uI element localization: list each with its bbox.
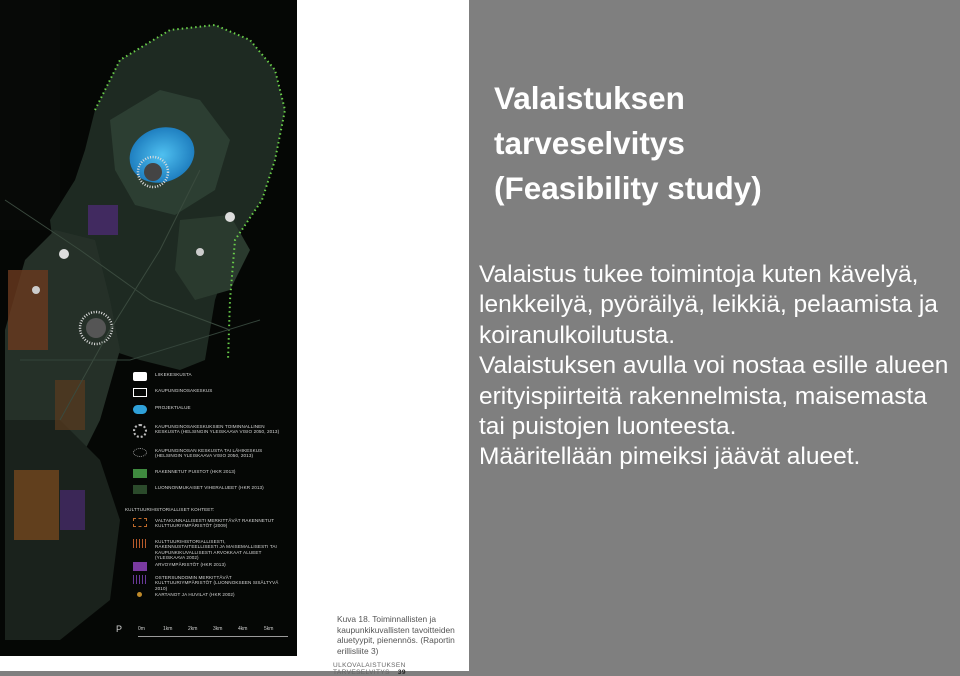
centre-dot bbox=[59, 249, 69, 259]
legend-item bbox=[133, 562, 226, 571]
legend-label: KAUPUNGINOSAKESKUKSIEN TOIMINNALLINEN KESKUSTA (HELSINGIN YLEISKAAVA VISIO 2050, 2013) bbox=[155, 424, 280, 435]
centre-symbol bbox=[144, 163, 162, 181]
legend-swatch bbox=[133, 562, 147, 571]
map-scale bbox=[112, 622, 297, 648]
legend-swatch bbox=[133, 372, 147, 381]
legend-label: LIIKEKESKUSTA bbox=[155, 372, 192, 377]
centre-dot bbox=[225, 212, 235, 222]
slide-title-line: tarveselvitys bbox=[494, 125, 685, 161]
legend-label: KULTTUURIHISTORIALLISESTI, RAKENNUSTAITEELLISESTI JA MAISEMALLISESTI TAI KAUPUNKIKUVALLISESTI ARVOKKAAT ALUEET (YLEISKAAVA 2002) bbox=[155, 539, 277, 561]
slide-paragraph: Valaistuksen avulla voi nostaa esille alueen erityispiirteitä rakennelmista, maisemasta tai puistojen luonteesta. bbox=[479, 352, 949, 441]
scale-tick: 5km bbox=[264, 626, 274, 632]
legend-label: KAUPUNGINOSAKESKUS bbox=[155, 388, 213, 393]
slide-paragraph: Valaistus tukee toimintoja kuten kävelyä, lenkkeilyä, pyöräilyä, leikkiä, pelaamista ja koiranulkoilutusta. bbox=[479, 261, 938, 349]
centre-dot bbox=[32, 286, 40, 294]
legend-swatch bbox=[133, 469, 147, 478]
legend-label: VALTAKUNNALLISESTI MERKITTÄVÄT RAKENNETUT KULTTUURIYMPÄRISTÖT (2009) bbox=[155, 518, 275, 529]
slide-title bbox=[494, 76, 954, 211]
legend-swatch bbox=[133, 448, 147, 457]
figure-caption: Kuva 18. Toiminnallisten ja kaupunkikuvallisten tavoitteiden aluetyypit, pienennös. (Raportin erillisliite 3) bbox=[337, 614, 455, 656]
legend-swatch bbox=[133, 575, 147, 584]
legend-label: ARVOYMPÄRISTÖT (HKR 2013) bbox=[155, 562, 226, 567]
footer-title: ULKOVALAISTUKSEN TARVESELVITYS bbox=[333, 662, 406, 676]
legend-item bbox=[133, 469, 236, 478]
legend-item bbox=[133, 592, 235, 597]
slide-title-line: Valaistuksen bbox=[494, 80, 685, 116]
page-footer bbox=[333, 662, 469, 676]
heritage-area bbox=[60, 490, 85, 530]
map-image bbox=[0, 0, 297, 656]
legend-item bbox=[133, 372, 192, 381]
heritage-area bbox=[8, 270, 48, 350]
legend-swatch bbox=[133, 405, 147, 414]
legend-item bbox=[133, 448, 285, 459]
scale-bar bbox=[138, 636, 288, 637]
legend-swatch bbox=[133, 518, 147, 527]
legend-item bbox=[133, 485, 264, 494]
legend-heading bbox=[125, 507, 214, 512]
heritage-area bbox=[88, 205, 118, 235]
legend-item bbox=[133, 539, 285, 561]
slide-body bbox=[479, 260, 957, 473]
legend-swatch bbox=[133, 539, 147, 548]
legend-label: PROJEKTIALUE bbox=[155, 405, 191, 410]
scale-tick: 1km bbox=[163, 626, 173, 632]
legend-item bbox=[133, 575, 285, 591]
scale-tick: 4km bbox=[238, 626, 248, 632]
centre-dot bbox=[196, 248, 204, 256]
legend-item bbox=[133, 405, 191, 414]
legend-label: KULTTUURIHISTORIALLISET KOHTEET: bbox=[125, 507, 215, 512]
legend-swatch bbox=[133, 424, 147, 438]
legend-label: OSTERSUNDOMIN MERKITTÄVÄT KULTTUURIYMPÄRISTÖT (LUONNOKSEEN SISÄLTYVÄ 2010) bbox=[155, 575, 279, 591]
legend-swatch bbox=[137, 592, 142, 597]
scale-tick: 0m bbox=[138, 626, 145, 632]
legend-item bbox=[133, 518, 285, 529]
centre-symbol bbox=[86, 318, 106, 338]
legend-label: KARTANOT JA HUVILAT (HKR 2002) bbox=[155, 592, 235, 597]
legend-label: LUONNONMUKAISET VIHERALUEET (HKR 2013) bbox=[155, 485, 264, 490]
legend-label: RAKENNETUT PUISTOT (HKR 2013) bbox=[155, 469, 236, 474]
legend-item bbox=[133, 424, 285, 438]
legend-swatch bbox=[133, 485, 147, 494]
heritage-area bbox=[14, 470, 59, 540]
scale-tick: 3km bbox=[213, 626, 223, 632]
document-page bbox=[0, 0, 469, 676]
heritage-area bbox=[55, 380, 85, 430]
legend-label: KAUPUNGINOSAN KESKUSTA TAI LÄHIKESKUS (HELSINGIN YLEISKAAVA VISIO 2050, 2013) bbox=[155, 448, 263, 459]
north-arrow: P bbox=[116, 624, 123, 634]
slide-paragraph: Määritellään pimeiksi jäävät alueet. bbox=[479, 443, 861, 471]
page-number: 39 bbox=[397, 669, 406, 676]
slide-title-line: (Feasibility study) bbox=[494, 170, 762, 206]
legend-swatch bbox=[133, 388, 147, 397]
scale-tick: 2km bbox=[188, 626, 198, 632]
legend-item bbox=[133, 388, 212, 397]
